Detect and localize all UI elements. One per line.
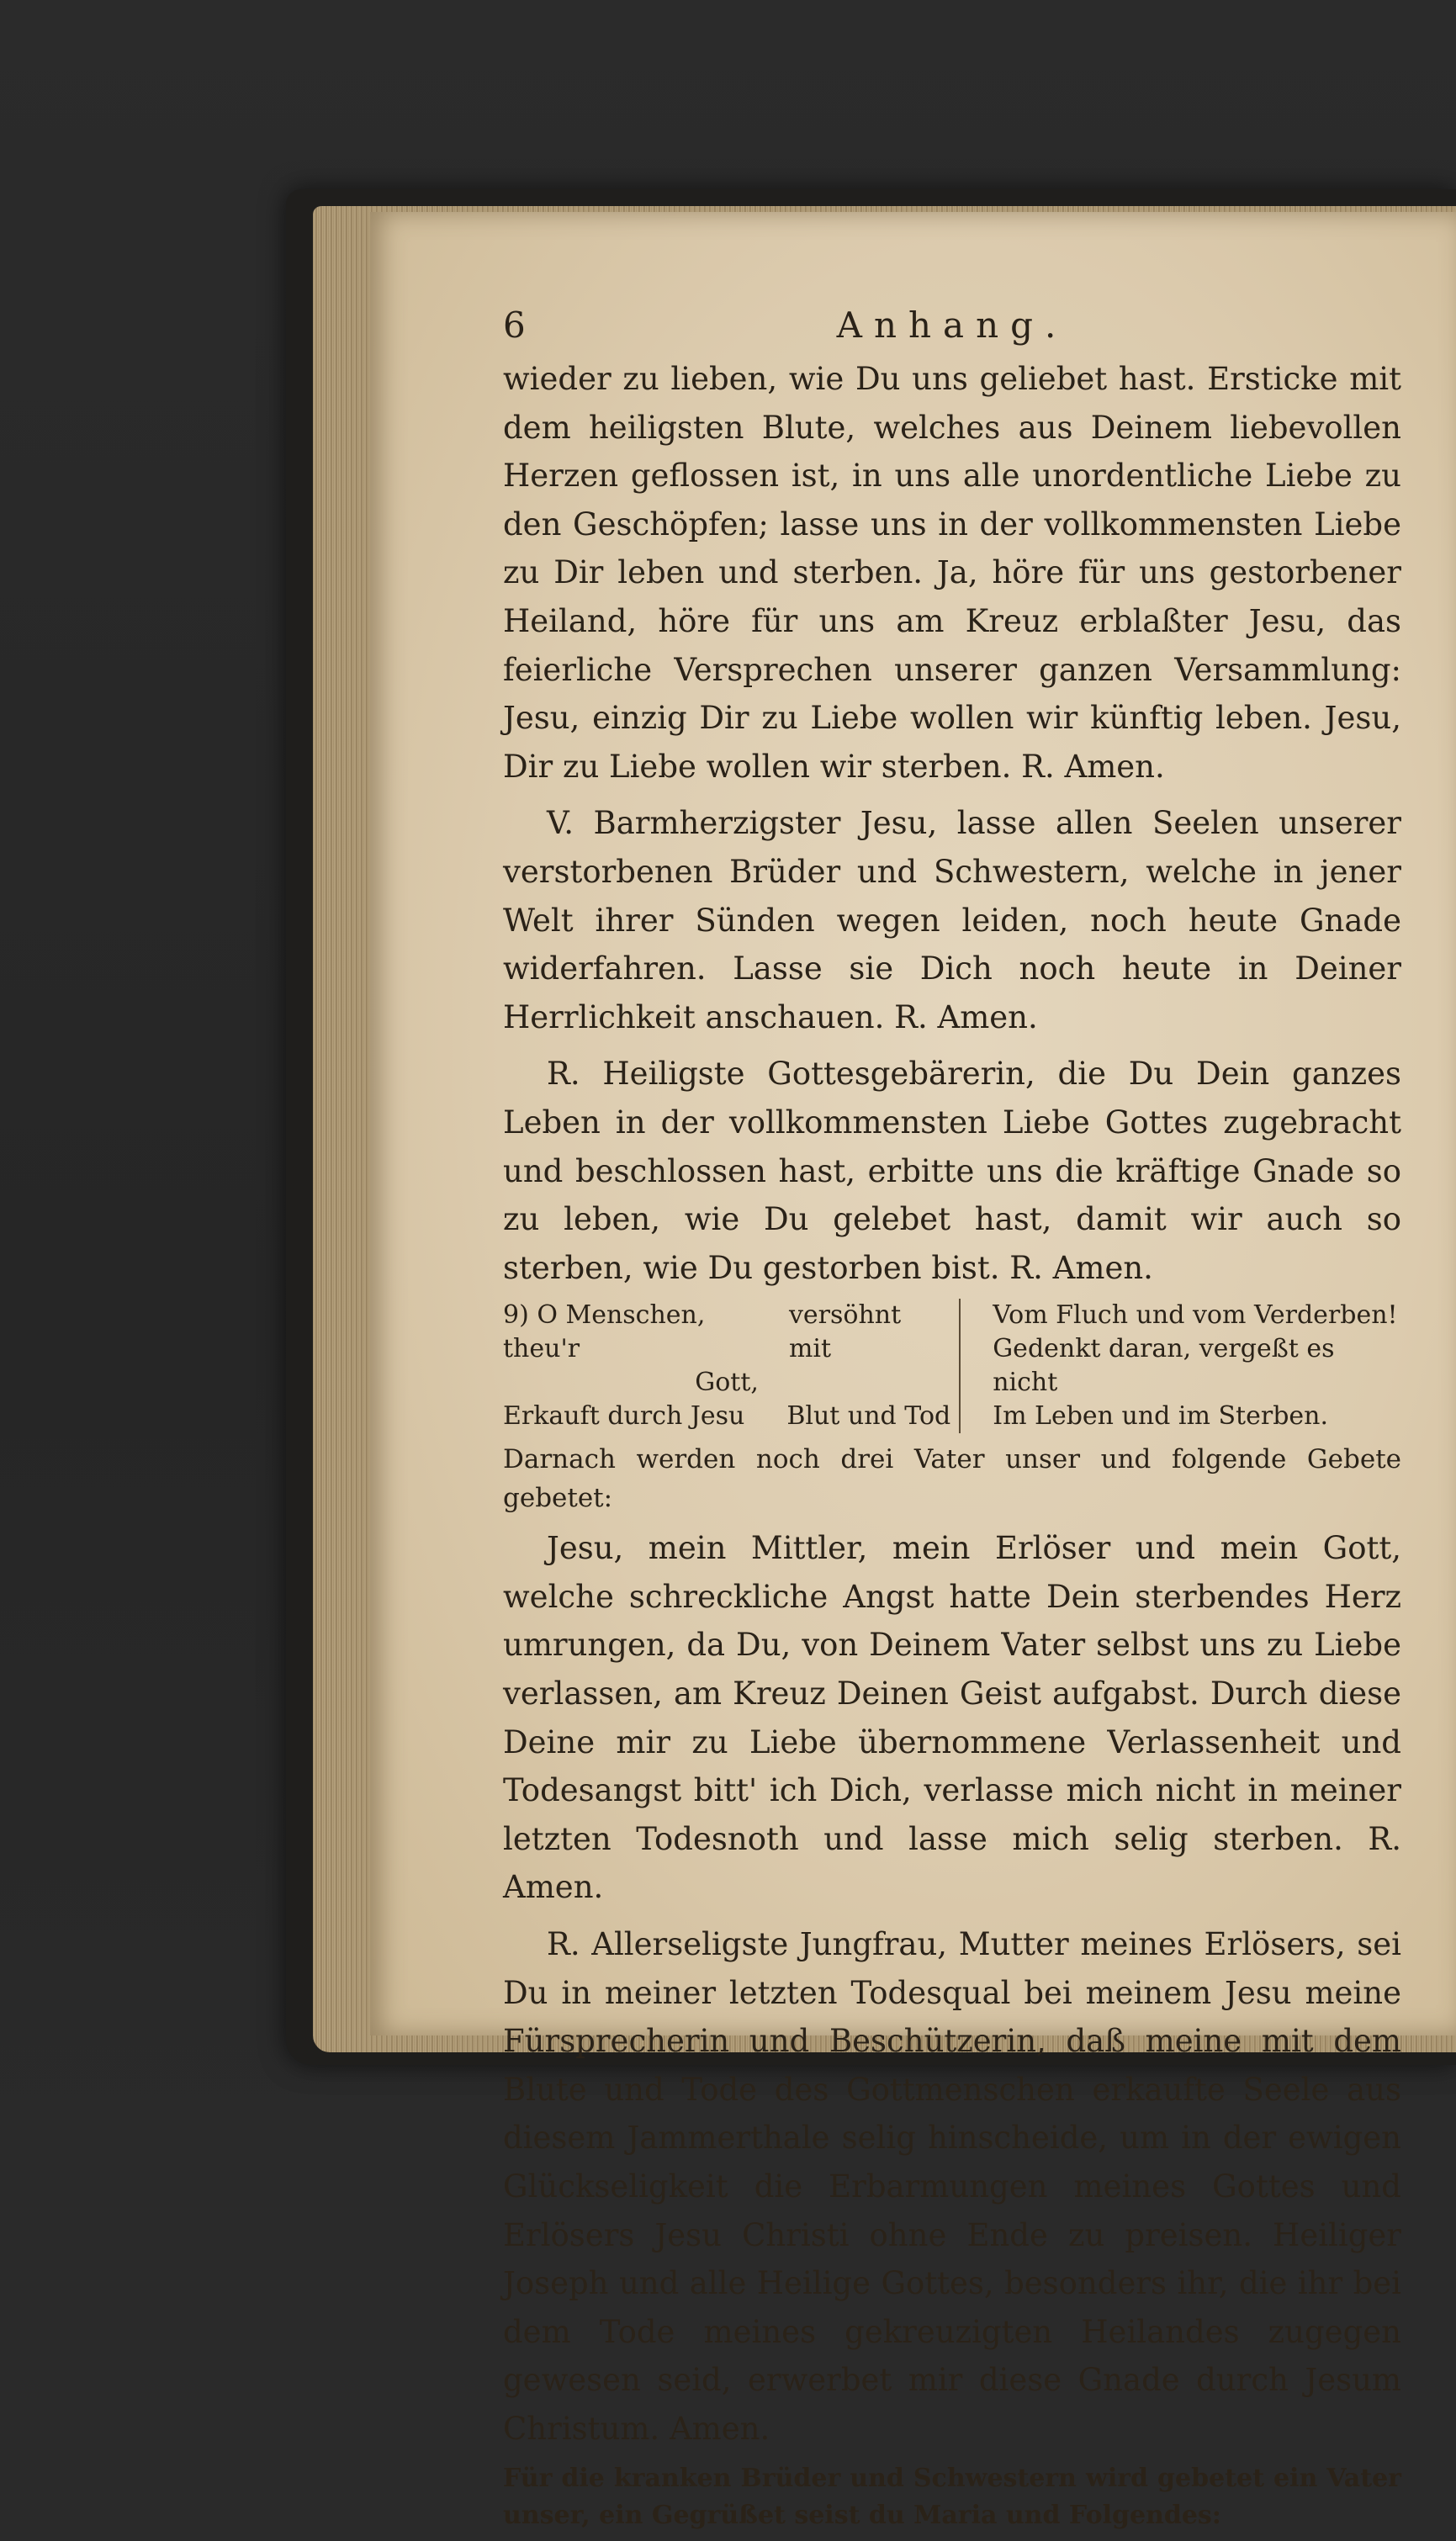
paragraph: wieder zu lieben, wie Du uns geliebet hast. Ersticke mit dem heiligsten Blute, welches aus Deinem liebevollen Herzen geflossen ist, in uns alle unordentliche Liebe zu den Geschöpfen; lasse uns in der vollkommensten Liebe zu Dir leben und sterben. Ja, höre für uns gestorbener Heiland, höre für uns am Kreuz erblaßter Jesu, das feierliche Versprechen unserer ganzen Versammlung: Jesu, einzig Dir zu Liebe wollen wir künftig leben. Jesu, Dir zu Liebe wollen wir sterben. R. Amen.	[503, 361, 1401, 785]
rubric: Für die kranken Brüder und Schwestern wird gebetet ein Vater unser, ein Gegrüßet seist du Maria und Folgendes:	[503, 2463, 1401, 2530]
page-header	[503, 304, 1401, 355]
hymn-line: versöhnt mit	[788, 1300, 902, 1364]
hymn-line: Gott,	[695, 1368, 759, 1398]
hymn-line: Erkauft durch Jesu	[503, 1401, 745, 1432]
paragraph: R. Heiligste Gottesgebärerin, die Du Dein ganzes Leben in der vollkommensten Liebe Gottes zugebracht und beschlossen hast, erbitte uns die kräftige Gnade so zu leben, wie Du gelebet hast, damit wir auch so sterben, wie Du gestorben bist. R. Amen.	[503, 1056, 1401, 1286]
prayer-paragraph: R. Allerseligste Jungfrau, Mutter meines Erlösers, sei Du in meiner letzten Todesqual bei meinem Jesu meine Fürsprecherin und Beschützerin, daß meine mit dem Blute und Tode des Gottmenschen erkaufte Seele aus diesem Jammerthale selig hinscheide, um in der ewigen Glückseligkeit die Erbarmungen meines Gottes und Erlösers Jesu Christi ohne Ende zu preisen. Heiliger Joseph und alle Heilige Gottes, besonders ihr, die ihr bei dem Tode meines gekreuzigten Heilandes zugegen gewesen seid, erwerbet mir diese Gnade durch Jesum Christum. Amen.	[503, 1926, 1401, 2447]
hymn-right-column	[961, 1299, 1401, 1433]
hymn-line: Blut und Tod	[786, 1401, 951, 1432]
page-number: 6	[503, 304, 526, 346]
book-page	[370, 212, 1456, 2530]
hymn-line: Im Leben und im Sterben.	[993, 1401, 1329, 1432]
rubric: Darnach werden noch drei Vater unser und folgende Gebete gebetet:	[503, 1444, 1401, 1514]
hymn-verse	[503, 1299, 1401, 1433]
prayer-paragraph: Jesu, mein Mittler, mein Erlöser und mein Gott, welche schreckliche Angst hatte Dein sterbendes Herz umrungen, da Du, von Deinem Vater selbst uns zu Liebe verlassen, am Kreuz Deinen Geist aufgabst. Durch diese Deine mir zu Liebe übernommene Verlassenheit und Todesangst bitt' ich Dich, verlasse mich nicht in meiner letzten Todesnoth und lasse mich selig sterben. R. Amen.	[503, 1530, 1401, 1906]
hymn-line: Gedenkt daran, vergeßt es nicht	[993, 1334, 1335, 1398]
hymn-line: Vom Fluch und vom Verderben!	[993, 1300, 1398, 1331]
running-title: Anhang.	[836, 304, 1068, 346]
text-block	[503, 304, 1401, 2541]
hymn-line: O Menschen, theu'r	[503, 1300, 706, 1364]
paragraph: V. Barmherzigster Jesu, lasse allen Seelen unserer verstorbenen Brüder und Schwestern, welche in jener Welt ihrer Sünden wegen leiden, noch heute Gnade widerfahren. Lasse sie Dich noch heute in Deiner Herrlichkeit anschauen. R. Amen.	[503, 805, 1401, 1035]
hymn-number: 9)	[503, 1300, 529, 1331]
hymn-left-column	[503, 1299, 961, 1433]
